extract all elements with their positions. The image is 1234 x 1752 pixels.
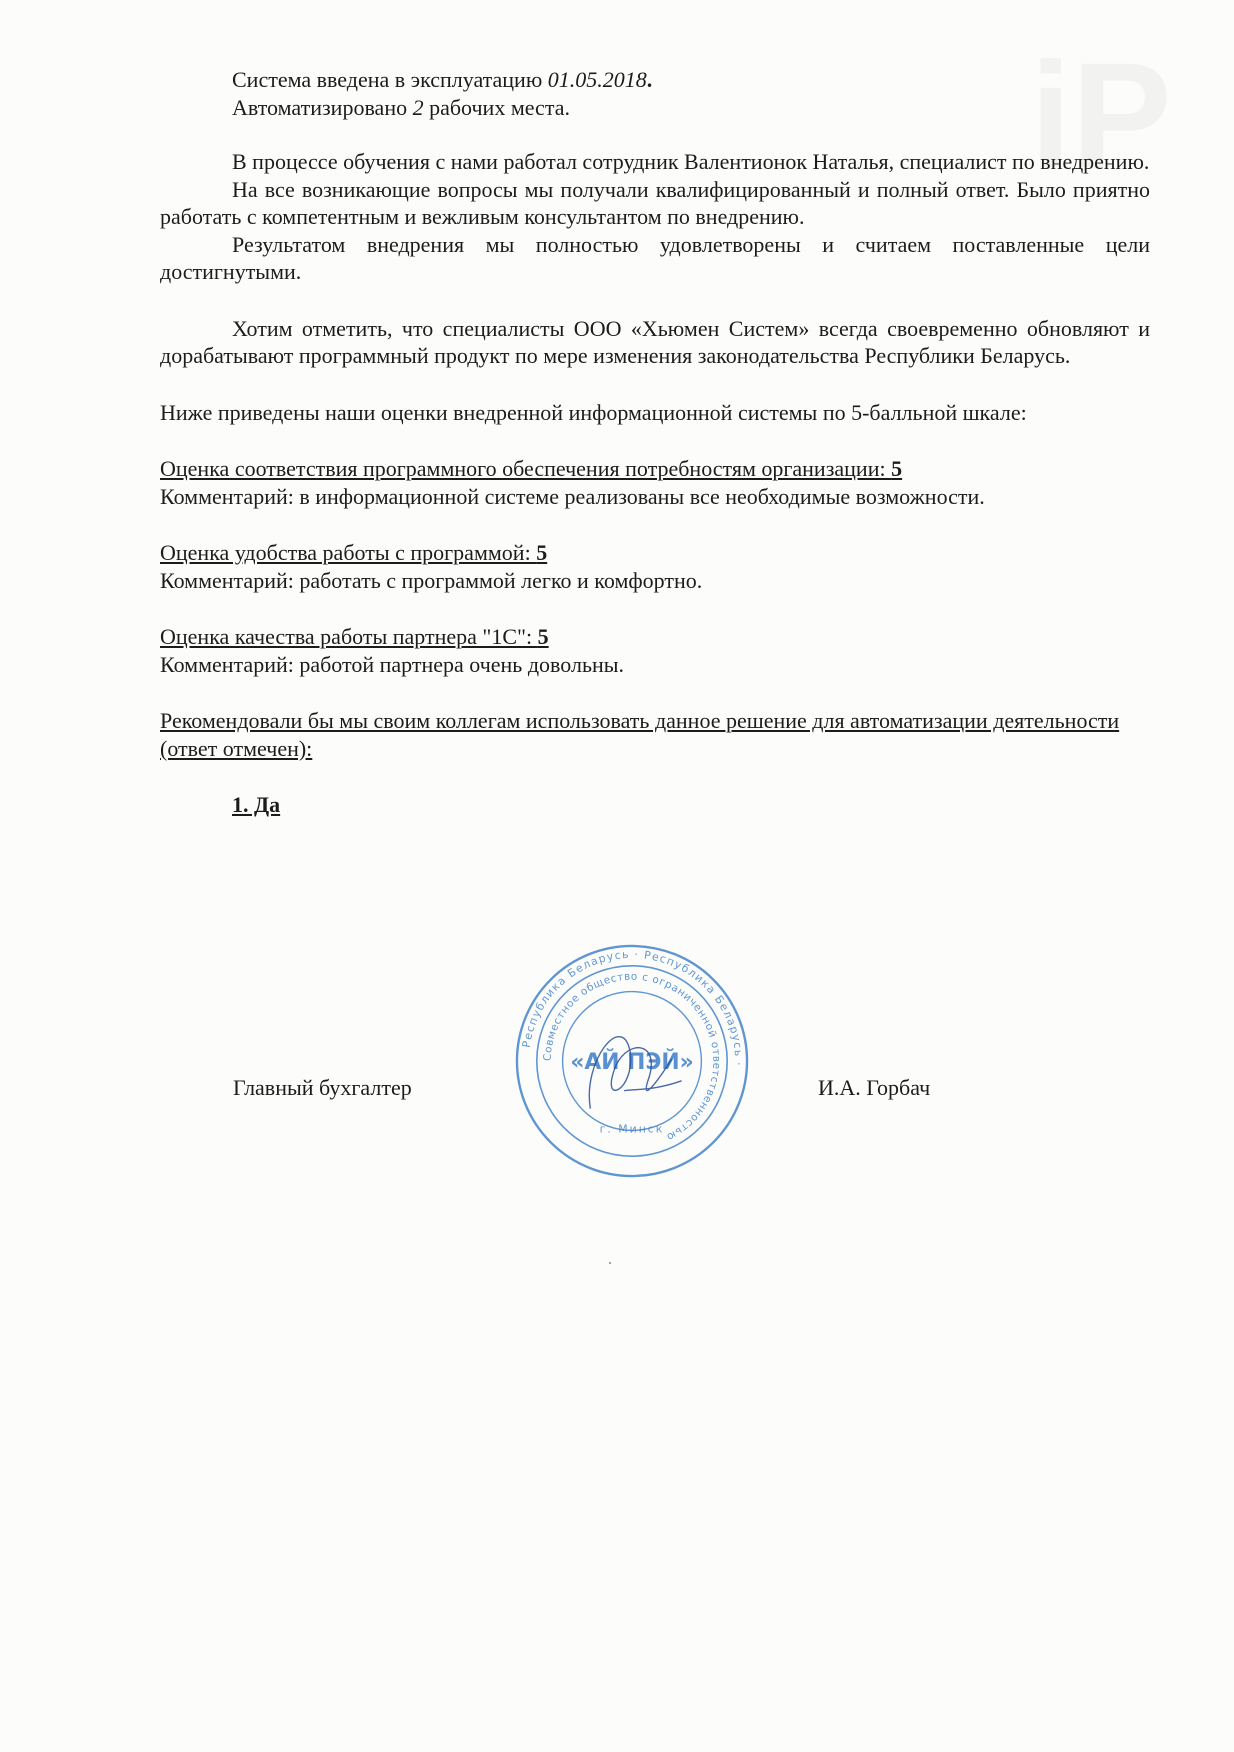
recommend-answer: 1. Да (232, 792, 281, 817)
rating-fit (160, 455, 1150, 483)
letter-body (160, 66, 1150, 819)
company-stamp (513, 942, 751, 1180)
rating-usability-score: 5 (536, 540, 548, 565)
result-paragraph: Результатом внедрения мы полностью удовлетворены и считаем поставленные цели достигнутыми. (160, 231, 1150, 284)
rating-fit-label: Оценка соответствия программного обеспечения потребностям организации: (160, 456, 892, 481)
training-paragraph: В процессе обучения с нами работал сотрудник Валентионок Наталья, специалист по внедрению. (232, 149, 1150, 174)
answers-paragraph: На все возникающие вопросы мы получали квалифицированный и полный ответ. Было приятно работать с компетентным и вежливым консультантом по внедрению. (160, 176, 1150, 229)
rating-partner-label: Оценка качества работы партнера "1С": (160, 624, 538, 649)
stamp-outer-text: Республика Беларусь · Республика Беларусь · (519, 947, 746, 1067)
commissioning-date: 01.05.2018 (547, 67, 647, 92)
rating-partner (160, 623, 1150, 651)
signatory-name: И.А. Горбач (818, 1075, 931, 1100)
stamp-inner-text: Совместное общество с ограниченной ответственностью (541, 970, 723, 1144)
page-speck (609, 1262, 611, 1264)
signatory-role: Главный бухгалтер (233, 1075, 412, 1100)
stamp-center-text: «АЙ ПЭЙ» (570, 1049, 694, 1075)
commissioning-line: Система введена в эксплуатацию 01.05.2018. (232, 67, 653, 92)
updates-paragraph: Хотим отметить, что специалисты ООО «Хьюмен Систем» всегда своевременно обновляют и дорабатывают программный продукт по мере изменения законодательства Республики Беларусь. (160, 315, 1150, 368)
rating-usability-label: Оценка удобства работы с программой: (160, 540, 537, 565)
rating-fit-comment: Комментарий: в информационной системе реализованы все необходимые возможности. (160, 483, 985, 509)
rating-usability (160, 539, 1150, 567)
workplaces-count: 2 (412, 94, 424, 120)
rating-partner-score: 5 (537, 624, 549, 649)
background-watermark: iP (1030, 40, 1172, 199)
stamp-city-text: г. Минск (599, 1122, 665, 1136)
rating-fit-score: 5 (891, 456, 903, 481)
workplaces-line: Автоматизировано 2 рабочих места. (232, 94, 570, 120)
rating-partner-comment: Комментарий: работой партнера очень довольны. (160, 651, 625, 677)
recommend-question: Рекомендовали бы мы своим коллегам использовать данное решение для автоматизации деятельности (ответ отмечен): (160, 708, 1120, 761)
rating-usability-comment: Комментарий: работать с программой легко и комфортно. (160, 567, 703, 593)
ratings-intro: Ниже приведены наши оценки внедренной информационной системы по 5-балльной шкале: (160, 399, 1027, 425)
